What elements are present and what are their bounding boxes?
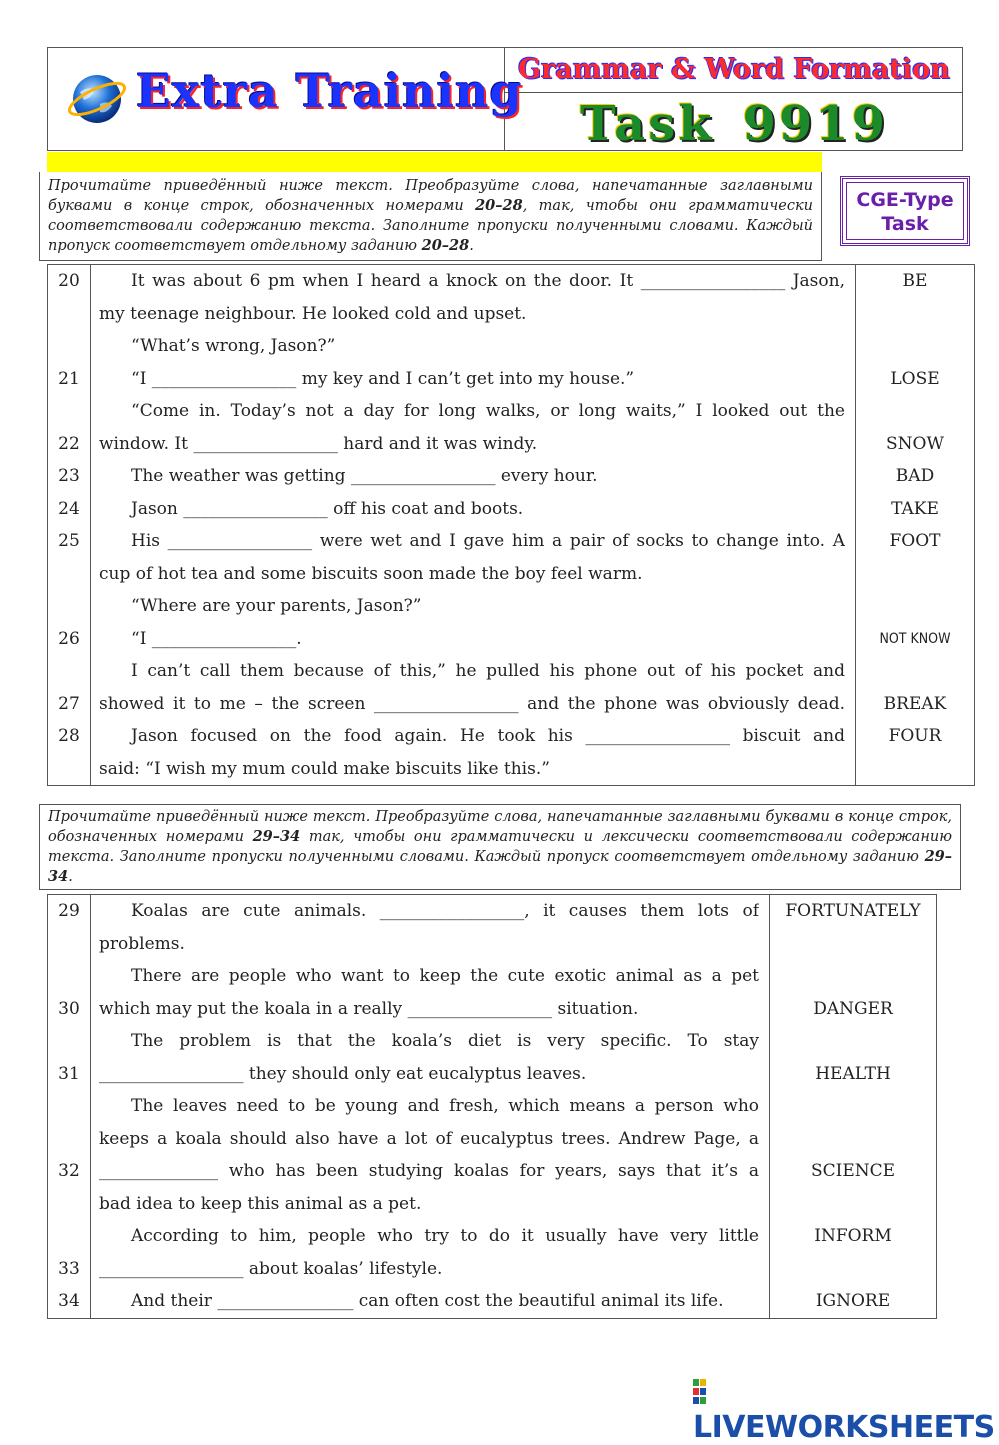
- keyword: [856, 330, 974, 363]
- text-line: I can’t call them because of this,” he pulled his phone out of his pocket and: [131, 661, 845, 681]
- highlight-bar: [47, 152, 822, 172]
- text-line: which may put the koala in a really _________________ situation.: [99, 998, 639, 1019]
- text-line: The leaves need to be young and fresh, which means a person who: [131, 1096, 759, 1116]
- instructions-block-1: [39, 172, 822, 261]
- keyword: [856, 298, 974, 331]
- text-line: “Where are your parents, Jason?”: [131, 596, 422, 616]
- instructions-range: 20–28: [475, 197, 523, 214]
- task-number: [48, 298, 90, 331]
- text-line: Jason _________________ off his coat and boots.: [131, 498, 524, 519]
- text-line: _________________ they should only eat eucalyptus leaves.: [99, 1063, 587, 1084]
- task-number-column: [48, 895, 91, 1319]
- text-line: His _________________ were wet and I gave him a pair of socks to change into. A: [131, 531, 845, 551]
- keyword-column: [856, 265, 975, 786]
- text-line: The weather was getting _________________ every hour.: [131, 466, 598, 486]
- task-title: [514, 96, 954, 152]
- task-number-column: [48, 265, 91, 786]
- task-number: 23: [58, 466, 80, 486]
- keyword: [856, 655, 974, 688]
- text-line: “I _________________ my key and I can’t get into my house.”: [131, 368, 635, 389]
- text-line: ______________ who has been studying koalas for years, says that it’s a: [99, 1161, 759, 1181]
- keyword: SCIENCE: [810, 1161, 896, 1181]
- text-line: keeps a koala should also have a lot of eucalyptus trees. Andrew Page, a: [99, 1128, 759, 1149]
- keyword: NOT KNOW: [879, 630, 951, 647]
- liveworksheets-text: LIVEWORKSHEETS: [693, 1410, 995, 1445]
- keyword: [856, 395, 974, 428]
- task-number: 32: [58, 1161, 80, 1181]
- keyword: [770, 1188, 936, 1221]
- brand-title: Extra Training: [136, 64, 523, 118]
- keyword: SNOW: [886, 433, 944, 454]
- keyword: [770, 1123, 936, 1156]
- subject-title: Grammar & Word Formation: [518, 54, 950, 85]
- worksheet-header: [47, 47, 963, 151]
- instructions-text: .: [469, 238, 474, 254]
- text-line: “I _________________.: [131, 628, 302, 649]
- task-table-1: [47, 264, 975, 786]
- text-line: said: “I wish my mum could make biscuits like this.”: [99, 758, 550, 779]
- text-line: According to him, people who try to do it usually have very little: [131, 1226, 759, 1246]
- task-number: [48, 1123, 90, 1156]
- instructions-range: 29–34: [48, 848, 952, 885]
- keyword: BAD: [895, 466, 935, 486]
- task-text-column: [91, 265, 856, 786]
- header-divider: [504, 92, 962, 93]
- keyword: [770, 1253, 936, 1286]
- keyword: LOSE: [890, 368, 940, 389]
- keyword: FORTUNATELY: [785, 901, 921, 921]
- text-line: problems.: [99, 933, 185, 954]
- keyword: BREAK: [883, 693, 947, 714]
- task-number: [48, 655, 90, 688]
- task-number: [48, 960, 90, 993]
- text-line: my teenage neighbour. He looked cold and upset.: [99, 303, 527, 324]
- text-line: _________________ about koalas’ lifestyle.: [99, 1258, 443, 1279]
- keyword: HEALTH: [815, 1063, 891, 1084]
- task-number: 9919: [742, 96, 889, 152]
- instructions-text: Прочитайте приведённый ниже текст. Преобразуйте слова, напечатанные заглавными буквами в конце строк, обозначенных номерами: [48, 178, 813, 214]
- task-table-2: [47, 894, 937, 1319]
- task-number: 21: [58, 368, 80, 389]
- task-text-column: [91, 895, 770, 1319]
- text-line: “What’s wrong, Jason?”: [131, 336, 336, 356]
- task-number: 27: [58, 693, 80, 714]
- keyword: [770, 1090, 936, 1123]
- badge-line: Task: [881, 213, 929, 235]
- task-number: 24: [58, 498, 80, 519]
- instructions-range: 20–28: [421, 237, 470, 254]
- keyword: TAKE: [891, 498, 939, 519]
- keyword: [770, 1025, 936, 1058]
- text-line: It was about 6 pm when I heard a knock on the door. It _________________ Jason,: [131, 271, 845, 291]
- text-line: Koalas are cute animals. _________________, it causes them lots of: [131, 901, 759, 921]
- text-line: And their ________________ can often cost the beautiful animal its life.: [131, 1291, 724, 1311]
- liveworksheets-logo[interactable]: [693, 1375, 999, 1445]
- task-number: [48, 928, 90, 961]
- keyword: INFORM: [814, 1226, 892, 1246]
- task-number: 30: [58, 998, 80, 1019]
- text-line: window. It _________________ hard and it was windy.: [99, 433, 538, 454]
- task-number: [48, 395, 90, 428]
- keyword: IGNORE: [815, 1291, 891, 1311]
- keyword: DANGER: [813, 998, 893, 1019]
- task-number: 25: [58, 531, 80, 551]
- keyword: [856, 590, 974, 623]
- keyword: FOOT: [889, 531, 941, 551]
- keyword: [770, 960, 936, 993]
- task-number: [48, 753, 90, 786]
- instructions-text: Прочитайте приведённый ниже текст. Преобразуйте слова, напечатанные заглавными буквами в конце строк, обозначенных номерами: [48, 809, 952, 845]
- keyword: [856, 753, 974, 786]
- task-number: 31: [58, 1063, 80, 1084]
- task-type-badge: [840, 176, 970, 246]
- text-line: “Come in. Today’s not a day for long walks, or long waits,” I looked out the: [131, 401, 845, 421]
- task-number: 22: [58, 433, 80, 454]
- task-number: [48, 558, 90, 591]
- text-line: bad idea to keep this animal as a pet.: [99, 1193, 422, 1214]
- task-number: [48, 1220, 90, 1253]
- text-line: showed it to me – the screen _________________ and the phone was obviously dead.: [99, 693, 845, 714]
- task-number: 34: [58, 1291, 80, 1311]
- task-number: [48, 330, 90, 363]
- keyword: BE: [902, 271, 928, 291]
- task-number: [48, 1188, 90, 1221]
- keyword: [856, 558, 974, 591]
- globe-icon: [66, 68, 128, 130]
- task-number: 33: [58, 1258, 80, 1279]
- keyword: FOUR: [888, 726, 942, 746]
- task-number: 28: [58, 726, 80, 746]
- task-number: [48, 590, 90, 623]
- keyword: [770, 928, 936, 961]
- instructions-text: .: [68, 869, 73, 885]
- badge-line: CGE-Type: [856, 189, 954, 211]
- instructions-text: так, чтобы они грамматически и лексически соответствовали содержанию текста. Заполните пропуски полученными словами. Каждый пропуск соответствует отдельному заданию: [48, 829, 952, 865]
- instructions-text: , так, чтобы они грамматически соответствовали содержанию текста. Заполните пропуски полученными словами. Каждый пропуск соответствует отдельному заданию: [48, 198, 813, 254]
- text-line: Jason focused on the food again. He took his _________________ biscuit and: [131, 726, 845, 746]
- liveworksheets-icon: [693, 1379, 715, 1405]
- task-number: [48, 1090, 90, 1123]
- instructions-block-2: [39, 804, 961, 890]
- text-line: The problem is that the koala’s diet is very specific. To stay: [131, 1031, 759, 1051]
- task-number: 29: [58, 901, 80, 921]
- task-label: Task: [579, 96, 715, 152]
- keyword-column: [770, 895, 937, 1319]
- instructions-range: 29–34: [252, 828, 301, 845]
- task-number: [48, 1025, 90, 1058]
- task-number: 26: [58, 628, 80, 649]
- text-line: There are people who want to keep the cute exotic animal as a pet: [131, 966, 759, 986]
- text-line: cup of hot tea and some biscuits soon made the boy feel warm.: [99, 563, 643, 584]
- task-number: 20: [58, 271, 80, 291]
